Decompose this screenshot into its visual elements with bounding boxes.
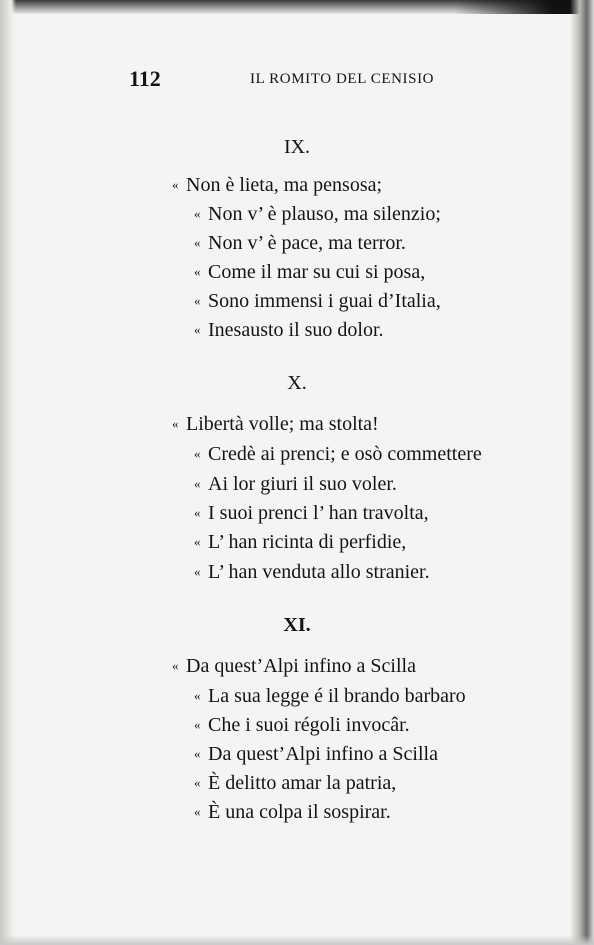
opening-quote-mark: « xyxy=(194,534,201,549)
verse-text: Inesausto il suo dolor. xyxy=(208,319,384,341)
verse-line xyxy=(194,744,438,764)
verse-line xyxy=(194,291,441,311)
opening-quote-mark: « xyxy=(194,775,201,790)
opening-quote-mark: « xyxy=(172,658,179,673)
verse-text: Da quest’Alpi infino a Scilla xyxy=(186,655,416,677)
verse-text: Credè ai prenci; e osò commettere xyxy=(208,443,482,465)
stanza-heading: XI. xyxy=(283,614,311,636)
opening-quote-mark: « xyxy=(194,564,201,579)
verse-text: L’ han ricinta di perfidie, xyxy=(208,531,407,553)
verse-text: Come il mar su cui si posa, xyxy=(208,261,426,283)
verse-text: Non è lieta, ma pensosa; xyxy=(186,174,383,196)
verse-line xyxy=(172,656,416,676)
verse-text: Ai lor giuri il suo voler. xyxy=(208,473,397,495)
opening-quote-mark: « xyxy=(194,446,201,461)
verse-line xyxy=(194,562,430,582)
opening-quote-mark: « xyxy=(194,804,201,819)
opening-quote-mark: « xyxy=(194,206,201,221)
page-number: 112 xyxy=(129,66,161,91)
verse-line xyxy=(172,175,382,195)
verse-text: È una colpa il sospirar. xyxy=(208,801,391,823)
opening-quote-mark: « xyxy=(172,416,179,431)
verse-line xyxy=(194,262,425,282)
verse-line xyxy=(194,503,429,523)
verse-text: Da quest’Alpi infino a Scilla xyxy=(208,743,438,765)
verse-text: È delitto amar la patria, xyxy=(208,772,397,794)
verse-line xyxy=(194,532,406,552)
verse-line xyxy=(194,773,396,793)
verse-line xyxy=(194,233,406,253)
verse-text: L’ han venduta allo stranier. xyxy=(208,561,430,583)
opening-quote-mark: « xyxy=(194,322,201,337)
opening-quote-mark: « xyxy=(194,688,201,703)
verse-line xyxy=(172,414,379,434)
opening-quote-mark: « xyxy=(194,505,201,520)
running-header xyxy=(0,66,594,90)
verse-line xyxy=(194,320,384,340)
opening-quote-mark: « xyxy=(194,235,201,250)
verse-text: Sono immensi i guai d’Italia, xyxy=(208,290,441,312)
verse-line xyxy=(194,715,410,735)
verse-line xyxy=(194,686,466,706)
verse-text: La sua legge é il brando barbaro xyxy=(208,685,466,707)
running-title: IL ROMITO DEL CENISIO xyxy=(250,71,435,87)
opening-quote-mark: « xyxy=(194,293,201,308)
opening-quote-mark: « xyxy=(172,177,179,192)
verse-text: Non v’ è pace, ma terror. xyxy=(208,232,406,254)
opening-quote-mark: « xyxy=(194,746,201,761)
opening-quote-mark: « xyxy=(194,476,201,491)
opening-quote-mark: « xyxy=(194,717,201,732)
verse-line xyxy=(194,802,391,822)
opening-quote-mark: « xyxy=(194,264,201,279)
stanza-heading: X. xyxy=(287,372,307,394)
verse-text: Non v’ è plauso, ma silenzio; xyxy=(208,203,441,225)
stanza-heading: IX. xyxy=(283,136,311,158)
verse-text: Che i suoi régoli invocâr. xyxy=(208,714,410,736)
verse-text: Libertà volle; ma stolta! xyxy=(186,413,379,435)
verse-line xyxy=(194,474,397,494)
verse-text: I suoi prenci l’ han travolta, xyxy=(208,502,429,524)
verse-line xyxy=(194,204,441,224)
verse-line xyxy=(194,444,482,464)
page-bottom-edge-shadow xyxy=(0,935,594,945)
